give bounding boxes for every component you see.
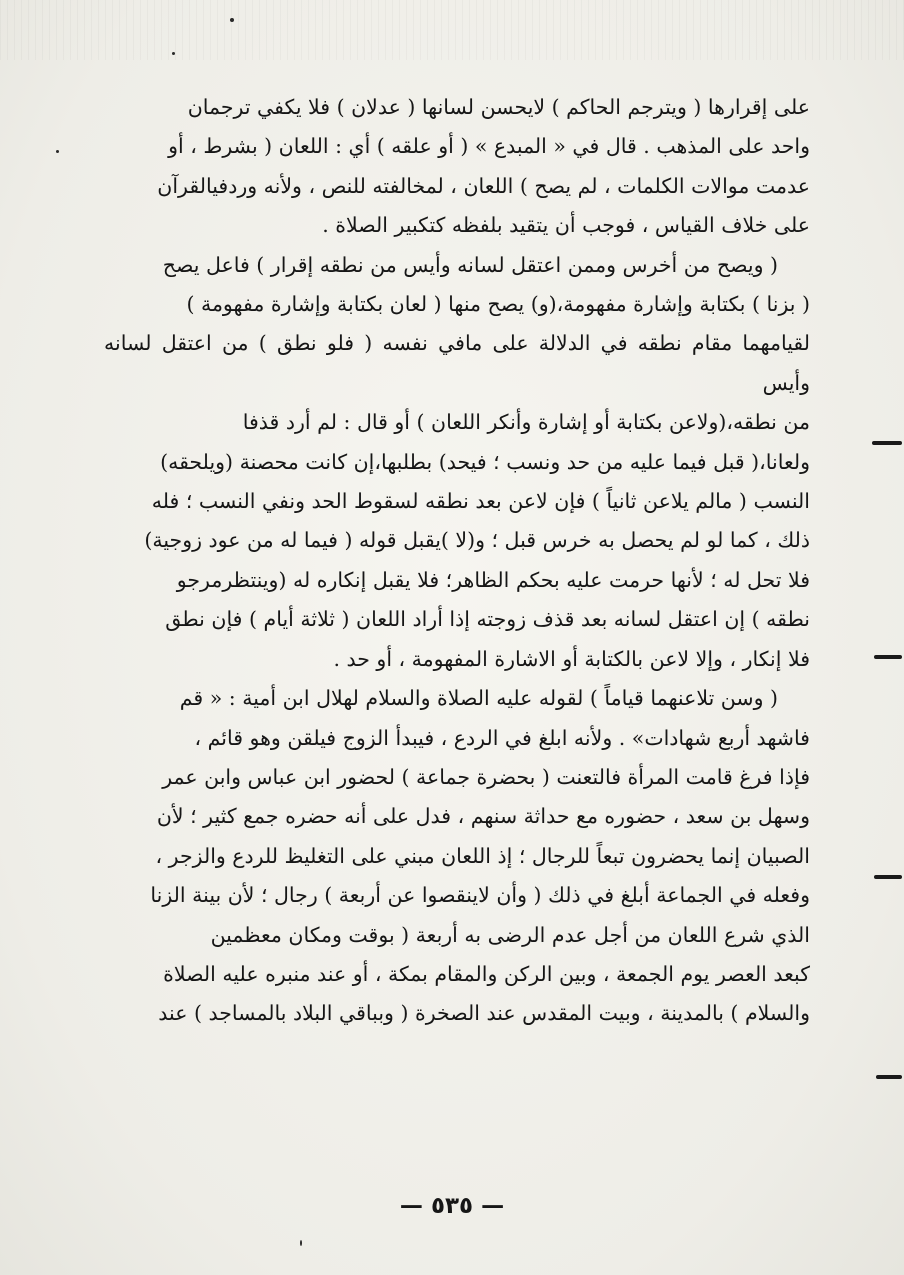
text-line: وفعله في الجماعة أبلغ في ذلك ( وأن لاينقصوا عن أربعة ) رجال ؛ لأن بينة الزنا	[150, 883, 810, 908]
scan-speck	[300, 1240, 302, 1246]
text-line: واحد على المذهب . قال في « المبدع » ( أو علقه ) أي : اللعان ( بشرط ، أو	[168, 134, 810, 159]
text-line: على إقرارها ( ويترجم الحاكم ) لايحسن لسانها ( عدلان ) فلا يكفي ترجمان	[187, 95, 810, 119]
margin-mark	[872, 441, 902, 445]
text-line: ولعانا،( قبل فيما عليه من حد ونسب ؛ فيحد) بطلبها،إن كانت محصنة (ويلحقه)	[160, 449, 810, 474]
text-line: نطقه ) إن اعتقل لسانه بعد قذف زوجته إذا أراد اللعان ( ثلاثة أيام ) فإن نطق	[165, 607, 810, 632]
text-line: فلا إنكار ، وإلا لاعن بالكتابة أو الاشارة المفهومة ، أو حد .	[333, 646, 810, 671]
text-line: فلا تحل له ؛ لأنها حرمت عليه بحكم الظاهر؛ فلا يقبل إنكاره له (وينتظرمرجو	[176, 567, 810, 592]
page-number: — ٥٣٥ —	[399, 1193, 505, 1219]
text-line: النسب ( مالم يلاعن ثانياً ) فإن لاعن بعد نطقه لسقوط الحد ونفي النسب ؛ فله	[151, 489, 810, 514]
margin-mark	[874, 655, 902, 659]
text-line: والسلام ) بالمدينة ، وبيت المقدس عند الصخرة ( وبباقي البلاد بالمساجد ) عند	[158, 1001, 810, 1026]
text-line: ذلك ، كما لو لم يحصل به خرس قبل ؛ و(لا )يقبل قوله ( فيما له من عود زوجية)	[144, 528, 810, 553]
text-line: عدمت موالات الكلمات ، لم يصح ) اللعان ، لمخالفته للنص ، ولأنه وردفيالقرآن	[157, 173, 810, 198]
scan-noise	[0, 0, 904, 60]
text-line: فإذا فرغ قامت المرأة فالتعنت ( بحضرة جماعة ) لحضور ابن عباس وابن عمر	[162, 764, 810, 789]
text-line: الذي شرع اللعان من أجل عدم الرضى به أربعة ( بوقت ومكان معظمين	[210, 922, 810, 947]
margin-mark	[874, 875, 902, 879]
text-line: وسهل بن سعد ، حضوره مع حداثة سنهم ، فدل على أنه حضره جمع كثير ؛ لأن	[156, 804, 810, 829]
margin-mark	[876, 1075, 902, 1079]
scan-speck	[230, 18, 234, 22]
body-text	[104, 88, 810, 1034]
scan-speck	[172, 52, 175, 55]
text-line: لقيامهما مقام نطقه في الدلالة على مافي نفسه ( فلو نطق ) من اعتقل لسانه وأيس	[104, 331, 810, 395]
text-line: ( وسن تلاعنهما قياماً ) لقوله عليه الصلاة والسلام لهلال ابن أمية : « قم	[179, 686, 778, 711]
text-line: من نطقه،(ولاعن بكتابة أو إشارة وأنكر اللعان ) أو قال : لم أرد قذفا	[242, 410, 810, 435]
text-line: على خلاف القياس ، فوجب أن يتقيد بلفظه كتكبير الصلاة .	[322, 213, 810, 238]
scan-speck	[56, 150, 59, 153]
text-line: كبعد العصر يوم الجمعة ، وبين الركن والمقام بمكة ، أو عند منبره عليه الصلاة	[163, 961, 810, 986]
text-line: فاشهد أربع شهادات» . ولأنه ابلغ في الردع ، فيبدأ الزوج فيلقن وهو قائم ،	[194, 725, 810, 750]
text-line: الصبيان إنما يحضرون تبعاً للرجال ؛ إذ اللعان مبني على التغليظ للردع والزجر ،	[155, 843, 810, 868]
text-line: ( ويصح من أخرس وممن اعتقل لسانه وأيس من نطقه إقرار ) فاعل يصح	[162, 252, 778, 277]
text-line: ( بزنا ) بكتابة وإشارة مفهومة،(و) يصح منها ( لعان بكتابة وإشارة مفهومة )	[186, 292, 810, 317]
